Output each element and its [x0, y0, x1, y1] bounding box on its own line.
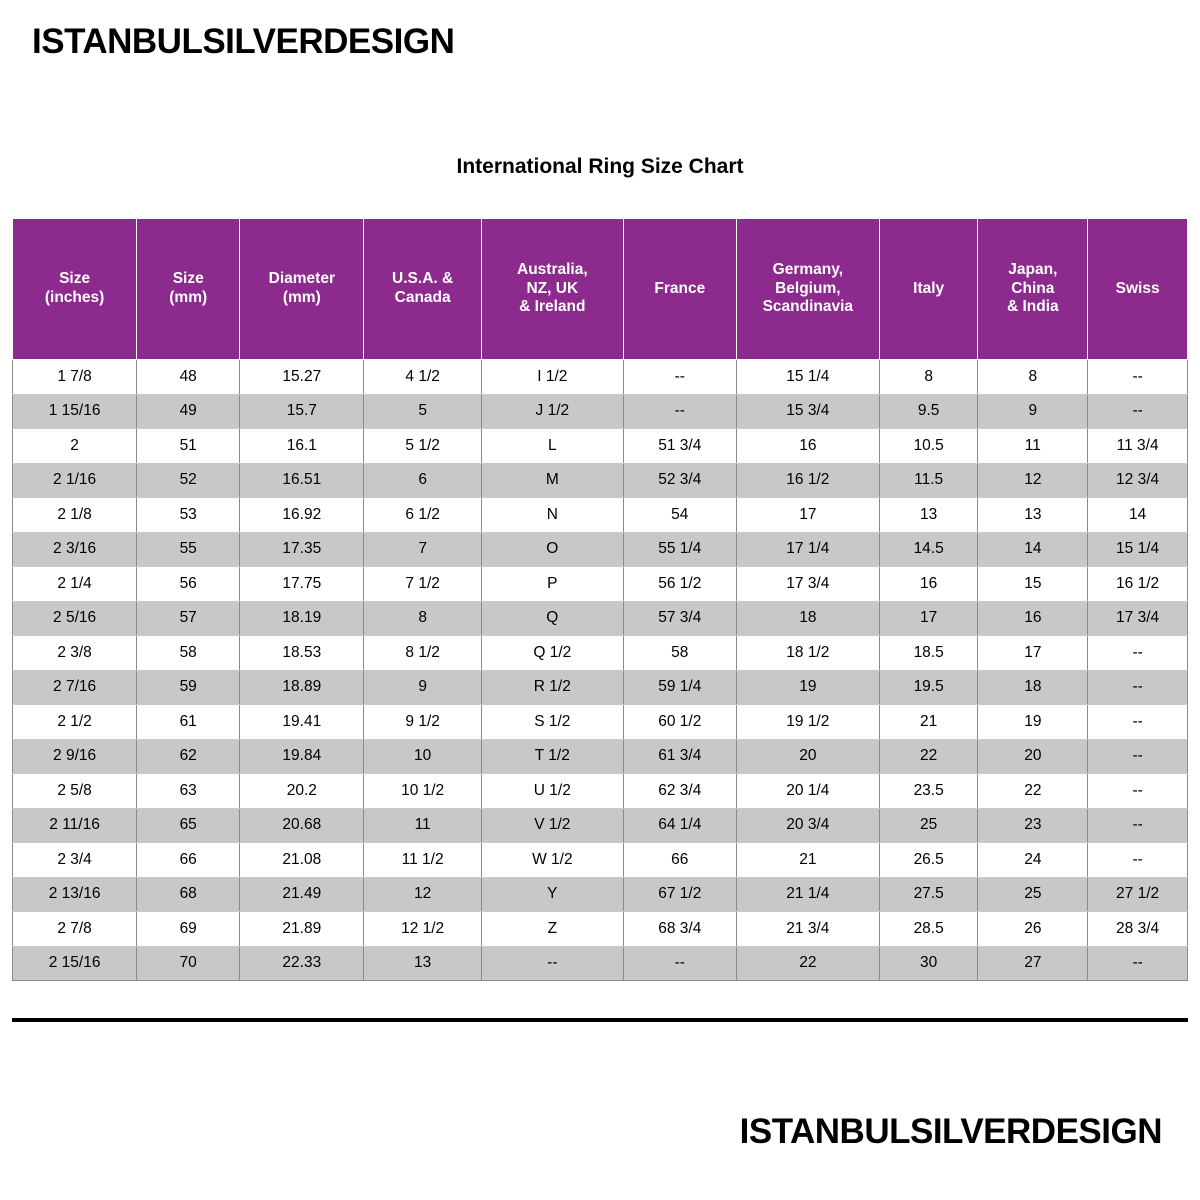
table-cell: 5: [364, 394, 481, 429]
table-cell: W 1/2: [481, 843, 623, 878]
table-cell: Q: [481, 601, 623, 636]
table-cell: 58: [623, 636, 736, 671]
table-cell: 19: [978, 705, 1088, 740]
table-cell: L: [481, 429, 623, 464]
table-row: [13, 912, 1188, 947]
table-cell: 11 1/2: [364, 843, 481, 878]
table-cell: 55: [137, 532, 240, 567]
table-cell: 28 3/4: [1088, 912, 1188, 947]
table-cell: --: [1088, 946, 1188, 981]
table-cell: --: [623, 394, 736, 429]
table-cell: 49: [137, 394, 240, 429]
table-cell: Y: [481, 877, 623, 912]
table-row: [13, 774, 1188, 809]
table-cell: 9: [364, 670, 481, 705]
table-cell: 18: [978, 670, 1088, 705]
table-cell: --: [1088, 636, 1188, 671]
column-header: [879, 219, 978, 360]
column-header: [364, 219, 481, 360]
table-cell: 2 1/2: [13, 705, 137, 740]
table-cell: 68 3/4: [623, 912, 736, 947]
column-header-line: & Ireland: [519, 298, 586, 316]
table-row: [13, 463, 1188, 498]
table-cell: 27 1/2: [1088, 877, 1188, 912]
table-cell: 55 1/4: [623, 532, 736, 567]
table-cell: 53: [137, 498, 240, 533]
table-cell: 26.5: [879, 843, 978, 878]
table-cell: --: [1088, 394, 1188, 429]
page-title: International Ring Size Chart: [456, 155, 744, 178]
table-cell: 12: [364, 877, 481, 912]
table-cell: 20 1/4: [736, 774, 879, 809]
table-cell: 22.33: [240, 946, 364, 981]
table-cell: 67 1/2: [623, 877, 736, 912]
table-cell: 2 15/16: [13, 946, 137, 981]
table-cell: 52: [137, 463, 240, 498]
table-cell: 21 3/4: [736, 912, 879, 947]
column-header-line: Belgium,: [775, 279, 841, 297]
column-header-line: NZ, UK: [526, 279, 579, 297]
table-cell: 1 15/16: [13, 394, 137, 429]
column-header: [623, 219, 736, 360]
table-cell: N: [481, 498, 623, 533]
ring-size-table-container: [12, 218, 1188, 981]
table-cell: 8: [364, 601, 481, 636]
table-cell: 16 1/2: [736, 463, 879, 498]
table-cell: 6 1/2: [364, 498, 481, 533]
table-cell: 2 3/4: [13, 843, 137, 878]
column-header: [736, 219, 879, 360]
table-cell: --: [623, 360, 736, 395]
table-cell: 17.35: [240, 532, 364, 567]
table-cell: 17 3/4: [1088, 601, 1188, 636]
table-cell: 21: [736, 843, 879, 878]
column-header-line: (mm): [169, 289, 208, 306]
table-cell: 28.5: [879, 912, 978, 947]
table-cell: 19 1/2: [736, 705, 879, 740]
table-cell: 66: [137, 843, 240, 878]
table-row: [13, 636, 1188, 671]
column-header: [13, 219, 137, 360]
table-cell: 24: [978, 843, 1088, 878]
table-cell: 15 3/4: [736, 394, 879, 429]
table-cell: 52 3/4: [623, 463, 736, 498]
table-cell: 17: [879, 601, 978, 636]
table-cell: 66: [623, 843, 736, 878]
table-cell: 6: [364, 463, 481, 498]
table-cell: 2 7/8: [13, 912, 137, 947]
table-cell: 57 3/4: [623, 601, 736, 636]
table-cell: 17 1/4: [736, 532, 879, 567]
column-header: [240, 219, 364, 360]
table-row: [13, 946, 1188, 981]
column-header: [978, 219, 1088, 360]
table-cell: 61: [137, 705, 240, 740]
table-cell: 2 7/16: [13, 670, 137, 705]
table-cell: --: [623, 946, 736, 981]
column-header: [137, 219, 240, 360]
table-cell: 30: [879, 946, 978, 981]
column-header-line: U.S.A. &: [392, 270, 454, 288]
table-cell: --: [1088, 843, 1188, 878]
table-cell: 9 1/2: [364, 705, 481, 740]
table-cell: 2 11/16: [13, 808, 137, 843]
table-cell: 15: [978, 567, 1088, 602]
column-header-line: Size: [172, 270, 204, 288]
table-cell: --: [481, 946, 623, 981]
table-cell: 20: [978, 739, 1088, 774]
table-header: [13, 219, 1188, 360]
table-cell: 54: [623, 498, 736, 533]
table-cell: 19.41: [240, 705, 364, 740]
table-cell: M: [481, 463, 623, 498]
table-cell: 1 7/8: [13, 360, 137, 395]
table-cell: 9.5: [879, 394, 978, 429]
table-cell: 2 9/16: [13, 739, 137, 774]
table-cell: 62: [137, 739, 240, 774]
table-cell: 51 3/4: [623, 429, 736, 464]
table-cell: 18.89: [240, 670, 364, 705]
table-cell: --: [1088, 360, 1188, 395]
table-cell: 22: [879, 739, 978, 774]
table-row: [13, 360, 1188, 395]
table-cell: 68: [137, 877, 240, 912]
table-cell: --: [1088, 808, 1188, 843]
table-cell: 21.89: [240, 912, 364, 947]
table-cell: 22: [978, 774, 1088, 809]
table-cell: 16.1: [240, 429, 364, 464]
table-cell: 11: [978, 429, 1088, 464]
table-cell: V 1/2: [481, 808, 623, 843]
table-cell: 16: [736, 429, 879, 464]
table-cell: 21.49: [240, 877, 364, 912]
column-header-line: (inches): [44, 289, 105, 306]
table-cell: 19.84: [240, 739, 364, 774]
table-cell: 17.75: [240, 567, 364, 602]
table-cell: 8: [879, 360, 978, 395]
table-cell: 13: [978, 498, 1088, 533]
table-cell: 8 1/2: [364, 636, 481, 671]
table-cell: 10.5: [879, 429, 978, 464]
table-cell: 59: [137, 670, 240, 705]
table-cell: 20 3/4: [736, 808, 879, 843]
column-header: [1088, 219, 1188, 360]
table-cell: 16.92: [240, 498, 364, 533]
table-cell: 14: [1088, 498, 1188, 533]
table-cell: 11 3/4: [1088, 429, 1188, 464]
table-cell: 16: [978, 601, 1088, 636]
column-header-line: Size: [59, 270, 91, 288]
column-header-line: China: [1011, 279, 1055, 297]
table-cell: U 1/2: [481, 774, 623, 809]
column-header: [481, 219, 623, 360]
table-row: [13, 567, 1188, 602]
table-cell: 60 1/2: [623, 705, 736, 740]
table-cell: 70: [137, 946, 240, 981]
table-row: [13, 808, 1188, 843]
table-cell: 18.5: [879, 636, 978, 671]
table-cell: --: [1088, 705, 1188, 740]
table-cell: 18 1/2: [736, 636, 879, 671]
column-header-line: Australia,: [517, 260, 588, 278]
table-cell: 25: [879, 808, 978, 843]
table-cell: 21: [879, 705, 978, 740]
table-cell: 48: [137, 360, 240, 395]
table-cell: 12: [978, 463, 1088, 498]
table-cell: 15 1/4: [736, 360, 879, 395]
table-cell: 27: [978, 946, 1088, 981]
table-cell: 23: [978, 808, 1088, 843]
table-cell: 19: [736, 670, 879, 705]
table-cell: 7 1/2: [364, 567, 481, 602]
table-cell: 10 1/2: [364, 774, 481, 809]
table-cell: 14: [978, 532, 1088, 567]
column-header-line: Japan,: [1008, 260, 1058, 278]
table-cell: 16 1/2: [1088, 567, 1188, 602]
table-cell: 65: [137, 808, 240, 843]
table-cell: 10: [364, 739, 481, 774]
table-cell: 2 1/8: [13, 498, 137, 533]
table-cell: 2 1/4: [13, 567, 137, 602]
table-cell: 7: [364, 532, 481, 567]
table-cell: 19.5: [879, 670, 978, 705]
table-row: [13, 843, 1188, 878]
table-cell: 59 1/4: [623, 670, 736, 705]
table-cell: 57: [137, 601, 240, 636]
column-header-line: Germany,: [772, 260, 843, 278]
table-row: [13, 532, 1188, 567]
table-cell: 51: [137, 429, 240, 464]
table-row: [13, 739, 1188, 774]
table-cell: 20.2: [240, 774, 364, 809]
table-cell: 11: [364, 808, 481, 843]
table-cell: --: [1088, 774, 1188, 809]
table-cell: J 1/2: [481, 394, 623, 429]
horizontal-divider: [12, 1018, 1188, 1022]
table-cell: 8: [978, 360, 1088, 395]
table-cell: 21 1/4: [736, 877, 879, 912]
table-cell: 2 1/16: [13, 463, 137, 498]
table-cell: 2 3/8: [13, 636, 137, 671]
table-cell: 63: [137, 774, 240, 809]
table-cell: R 1/2: [481, 670, 623, 705]
table-cell: 20.68: [240, 808, 364, 843]
table-cell: 64 1/4: [623, 808, 736, 843]
table-cell: 12 3/4: [1088, 463, 1188, 498]
table-cell: 15 1/4: [1088, 532, 1188, 567]
table-cell: 17: [736, 498, 879, 533]
table-cell: 16: [879, 567, 978, 602]
table-cell: 20: [736, 739, 879, 774]
table-cell: 13: [879, 498, 978, 533]
table-cell: --: [1088, 670, 1188, 705]
table-cell: 12 1/2: [364, 912, 481, 947]
table-cell: 18: [736, 601, 879, 636]
brand-logo-bottom: ISTANBULSILVERDESIGN: [739, 1112, 1162, 1151]
table-cell: 18.19: [240, 601, 364, 636]
column-header-line: Italy: [913, 279, 945, 297]
table-header-row: [13, 219, 1188, 360]
table-cell: 25: [978, 877, 1088, 912]
table-cell: 17: [978, 636, 1088, 671]
table-cell: 17 3/4: [736, 567, 879, 602]
table-row: [13, 394, 1188, 429]
table-cell: 5 1/2: [364, 429, 481, 464]
table-cell: 11.5: [879, 463, 978, 498]
table-cell: --: [1088, 739, 1188, 774]
column-header-line: France: [654, 279, 706, 297]
column-header-line: & India: [1007, 298, 1059, 316]
table-row: [13, 670, 1188, 705]
table-cell: 61 3/4: [623, 739, 736, 774]
table-row: [13, 877, 1188, 912]
table-row: [13, 429, 1188, 464]
table-cell: I 1/2: [481, 360, 623, 395]
table-cell: 22: [736, 946, 879, 981]
table-cell: 2 5/8: [13, 774, 137, 809]
brand-logo-top: ISTANBULSILVERDESIGN: [32, 22, 455, 61]
table-body: [13, 360, 1188, 981]
table-cell: 62 3/4: [623, 774, 736, 809]
table-row: [13, 705, 1188, 740]
table-cell: 69: [137, 912, 240, 947]
table-cell: 15.27: [240, 360, 364, 395]
table-cell: 18.53: [240, 636, 364, 671]
table-cell: 4 1/2: [364, 360, 481, 395]
table-cell: 27.5: [879, 877, 978, 912]
table-cell: T 1/2: [481, 739, 623, 774]
column-header-line: Canada: [394, 289, 451, 306]
column-header-line: Scandinavia: [762, 298, 854, 316]
table-row: [13, 601, 1188, 636]
table-cell: 9: [978, 394, 1088, 429]
table-cell: 2: [13, 429, 137, 464]
table-cell: 21.08: [240, 843, 364, 878]
table-cell: 2 5/16: [13, 601, 137, 636]
table-cell: 2 3/16: [13, 532, 137, 567]
column-header-line: Diameter: [268, 270, 335, 288]
table-cell: 14.5: [879, 532, 978, 567]
table-cell: Z: [481, 912, 623, 947]
table-cell: 13: [364, 946, 481, 981]
table-cell: P: [481, 567, 623, 602]
table-cell: Q 1/2: [481, 636, 623, 671]
table-cell: O: [481, 532, 623, 567]
ring-size-table: [12, 218, 1188, 981]
table-cell: 15.7: [240, 394, 364, 429]
table-cell: 56 1/2: [623, 567, 736, 602]
table-cell: 26: [978, 912, 1088, 947]
table-cell: 23.5: [879, 774, 978, 809]
table-cell: 16.51: [240, 463, 364, 498]
column-header-line: Swiss: [1115, 279, 1160, 297]
table-row: [13, 498, 1188, 533]
table-cell: 58: [137, 636, 240, 671]
table-cell: S 1/2: [481, 705, 623, 740]
table-cell: 2 13/16: [13, 877, 137, 912]
column-header-line: (mm): [282, 289, 321, 306]
table-cell: 56: [137, 567, 240, 602]
